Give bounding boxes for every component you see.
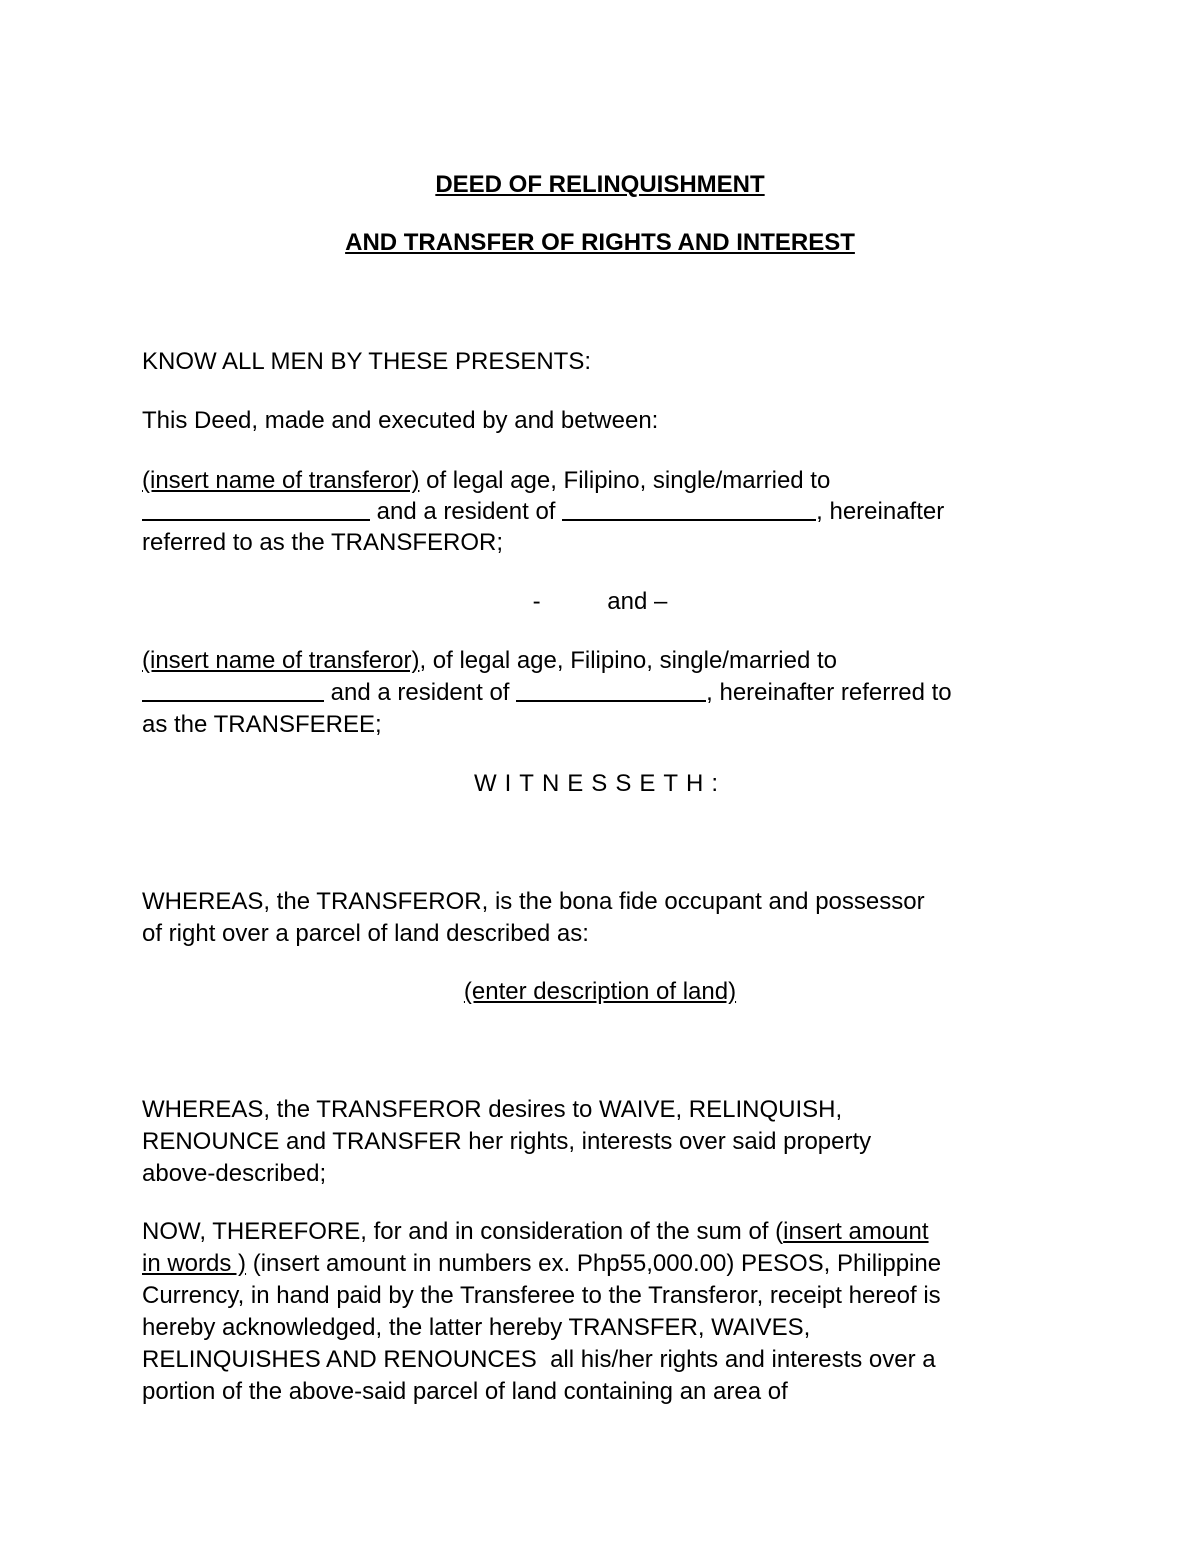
- now-therefore-line-6: portion of the above-said parcel of land containing an area of: [142, 1378, 788, 1405]
- amount-in-words-placeholder-a: insert amount: [783, 1218, 929, 1245]
- whereas-2-line-3: above-described;: [142, 1160, 327, 1187]
- witnesseth-heading: WITNESSETH:: [473, 770, 726, 797]
- and-separator: - and –: [532, 588, 668, 615]
- document-title-line-1: DEED OF RELINQUISHMENT: [435, 171, 765, 198]
- amount-in-words-placeholder-b: in words ): [142, 1250, 247, 1277]
- transferee-resident-text: and a resident of: [324, 679, 517, 706]
- document-title-line-2: AND TRANSFER OF RIGHTS AND INTEREST: [345, 229, 855, 256]
- whereas-1-line-1: WHEREAS, the TRANSFEROR, is the bona fide occupant and possessor: [142, 888, 925, 915]
- now-therefore-line-1: [142, 1216, 929, 1248]
- know-all-men-heading: KNOW ALL MEN BY THESE PRESENTS:: [142, 348, 592, 375]
- now-therefore-text: NOW, THEREFORE, for and in consideration of the sum of (: [142, 1218, 784, 1245]
- transferee-residence-blank: [516, 678, 706, 702]
- whereas-2-line-2: RENOUNCE and TRANSFER her rights, interests over said property: [142, 1128, 872, 1155]
- whereas-1-line-2: of right over a parcel of land described as:: [142, 920, 589, 947]
- transferor-line-1-text: of legal age, Filipino, single/married to: [419, 467, 831, 494]
- transferor-residence-blank: [562, 497, 816, 521]
- transferee-name-placeholder: (insert name of transferor): [142, 647, 420, 674]
- transferor-line-3: referred to as the TRANSFEROR;: [142, 529, 504, 556]
- transferor-spouse-blank: [142, 497, 370, 521]
- transferor-resident-text: and a resident of: [370, 498, 563, 525]
- transferee-line-2: [142, 677, 952, 709]
- land-description-placeholder: (enter description of land): [463, 978, 737, 1005]
- transferee-hereinafter-text: , hereinafter referred to: [706, 679, 952, 706]
- now-therefore-line-2: [142, 1248, 941, 1280]
- whereas-2-line-1: WHEREAS, the TRANSFEROR desires to WAIVE, RELINQUISH,: [142, 1096, 843, 1123]
- transferor-line-1: [142, 465, 830, 497]
- this-deed-line: This Deed, made and executed by and between:: [142, 407, 659, 434]
- now-therefore-line-4: hereby acknowledged, the latter hereby TRANSFER, WAIVES,: [142, 1314, 811, 1341]
- amount-in-numbers-text: (insert amount in numbers ex. Php55,000.00) PESOS, Philippine: [246, 1250, 942, 1277]
- transferee-line-1: [142, 645, 837, 677]
- transferee-line-1-text: , of legal age, Filipino, single/married to: [419, 647, 837, 674]
- now-therefore-line-5: RELINQUISHES AND RENOUNCES all his/her rights and interests over a: [142, 1346, 936, 1373]
- now-therefore-line-3: Currency, in hand paid by the Transferee to the Transferor, receipt hereof is: [142, 1282, 941, 1309]
- transferor-line-2: [142, 496, 944, 528]
- transferee-line-3: as the TRANSFEREE;: [142, 711, 382, 738]
- transferor-name-placeholder: (insert name of transferor): [142, 467, 420, 494]
- transferee-spouse-blank: [142, 678, 324, 702]
- transferor-hereinafter-text: , hereinafter: [816, 498, 945, 525]
